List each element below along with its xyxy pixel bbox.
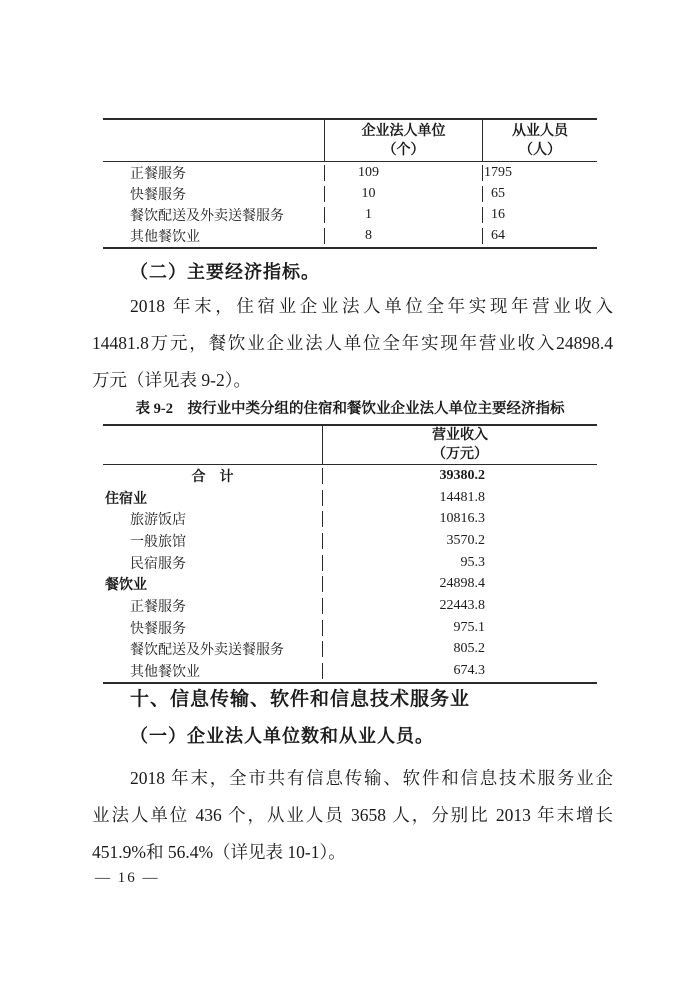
units-column-header [324,120,482,161]
row-label: 正餐服务 [130,599,186,615]
revenue-value: 674.3 [322,663,597,679]
revenue-value: 805.2 [322,641,597,657]
table-row [103,162,597,183]
header-line: 企业法人单位 [361,123,446,139]
header-unit: （万元） [432,447,488,462]
empty-header-cell [103,120,324,161]
staff-value: 16 [482,207,597,223]
row-label: 正餐服务 [130,166,186,182]
page-number: — 16 — [95,870,160,886]
revenue-value: 39380.2 [322,468,597,484]
table-row [103,595,597,617]
table-row-total [103,465,597,487]
row-label: 其他餐饮业 [130,665,200,681]
table-row-group [103,573,597,595]
empty-header-cell [103,426,322,464]
row-label: 餐饮配送及外卖送餐服务 [130,643,284,659]
table-row [103,552,597,574]
row-label: 一般旅馆 [130,534,186,550]
table-row [103,183,597,204]
paragraph-hotel-catering-revenue [92,288,613,399]
units-staff-table [103,118,597,249]
table-row [103,226,597,247]
row-label: 快餐服务 [130,187,186,203]
revenue-value: 975.1 [322,620,597,636]
row-label: 合 计 [191,469,234,485]
paragraph-line: 451.9%和 56.4%（详见表 10-1）。 [92,842,346,862]
row-label: 住宿业 [105,491,147,507]
table-row [103,204,597,225]
table-9-2-title: 表 9-2 按行业中类分组的住宿和餐饮业企业法人单位主要经济指标 [135,401,565,417]
revenue-value: 10816.3 [322,511,597,527]
paragraph-line: 万元（详见表 9-2）。 [92,370,251,390]
units-value: 1 [324,207,482,223]
table-row [103,617,597,639]
paragraph-line: 14481.8万元，餐饮业企业法人单位全年实现年营业收入24898.4 [92,333,613,353]
row-label: 餐饮业 [105,578,147,594]
revenue-value: 95.3 [322,555,597,571]
units-value: 109 [324,165,482,181]
row-label: 民宿服务 [130,556,186,572]
row-label: 餐饮配送及外卖送餐服务 [130,208,284,224]
table-row [103,530,597,552]
revenue-column-header [322,426,597,464]
subsection-heading-economic-indicators: （二）主要经济指标。 [130,262,320,282]
table-row [103,508,597,530]
row-label: 其他餐饮业 [130,230,200,246]
staff-value: 1795 [482,165,597,181]
paragraph-line: 2018 年末，住宿业企业法人单位全年实现年营业收入 [130,296,613,316]
revenue-value: 3570.2 [322,533,597,549]
revenue-value: 22443.8 [322,598,597,614]
table-row-group [103,487,597,509]
staff-value: 65 [482,186,597,202]
revenue-value: 24898.4 [322,576,597,592]
paragraph-line: 2018 年末，全市共有信息传输、软件和信息技术服务业企 [130,768,613,788]
table-header-row [103,120,597,162]
units-value: 8 [324,228,482,244]
paragraph-line: 业法人单位 436 个，从业人员 3658 人，分别比 2013 年末增长 [92,805,613,825]
staff-column-header [482,120,597,161]
row-label: 快餐服务 [130,621,186,637]
paragraph-it-services-stats [92,760,613,871]
row-label: 旅游饭店 [130,513,186,529]
header-unit: （人） [519,142,561,158]
staff-value: 64 [482,228,597,244]
table-9-2 [103,424,597,684]
subsection-heading-legal-entities-staff: （一）企业法人单位数和从业人员。 [130,726,434,746]
table-header-row [103,426,597,465]
header-unit: （个） [382,142,425,158]
section-heading-information-transmission: 十、信息传输、软件和信息技术服务业 [130,689,471,710]
table-row [103,660,597,682]
units-value: 10 [324,186,482,202]
table-row [103,639,597,661]
header-line: 营业收入 [432,428,488,443]
header-line: 从业人员 [512,123,568,139]
revenue-value: 14481.8 [322,490,597,506]
